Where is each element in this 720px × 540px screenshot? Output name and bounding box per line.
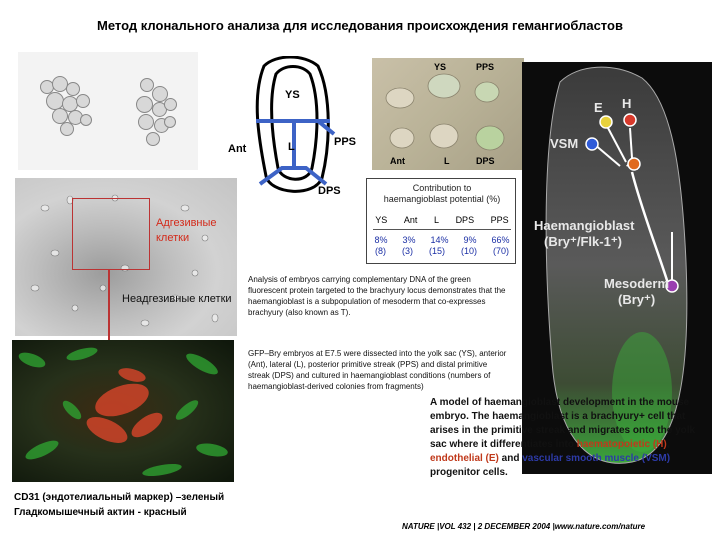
- table-header-row: [367, 215, 517, 226]
- cd31-caption-line2: Гладкомышечный актин - красный: [14, 507, 187, 518]
- contribution-table: [366, 178, 516, 264]
- page-title: Метод клонального анализа для исследования происхождения гемангиобластов: [97, 18, 623, 33]
- colony-label-l: L: [444, 156, 450, 166]
- cd31-fluorescence-image: [12, 340, 234, 482]
- table-count-cell: (8): [374, 246, 386, 256]
- cd31-caption: [14, 490, 224, 520]
- region-highlight-box: [72, 198, 150, 270]
- model-caption-and: and: [498, 453, 523, 464]
- model-caption: [430, 396, 712, 480]
- table-title: [367, 183, 517, 205]
- schematic-label-l: L: [288, 141, 295, 153]
- schematic-label-ys: YS: [285, 89, 300, 101]
- model-caption-endothelial: endothelial (E): [430, 453, 499, 464]
- schematic-label-pps: PPS: [334, 136, 357, 148]
- haemangioblast-dot: [628, 158, 640, 170]
- embryo-label-haemangioblast: Haemangioblast: [534, 218, 635, 233]
- table-percent-cell: 14%: [430, 235, 449, 245]
- table-count-cell: (15): [428, 246, 445, 256]
- schematic-label-ant: Ant: [228, 143, 247, 155]
- citation: NATURE |VOL 432 | 2 DECEMBER 2004 |www.nature.com/nature: [402, 522, 646, 531]
- schematic-label-dps: DPS: [318, 185, 341, 197]
- adhesive-cells-label: Адгезивные клетки: [156, 217, 217, 244]
- embryo-label-haemangioblast-markers: (Bry⁺/Flk-1⁺): [544, 234, 623, 249]
- table-percent-cell: 9%: [463, 235, 477, 245]
- colony-label-ant: Ant: [390, 156, 405, 166]
- table-count-cell: (3): [401, 246, 413, 256]
- fluorescence-texture: [12, 340, 234, 482]
- table-percent-cell: 3%: [402, 235, 416, 245]
- table-count-cell: (10): [460, 246, 477, 256]
- table-header-cell: YS: [375, 215, 388, 225]
- table-header-cell: DPS: [455, 215, 475, 225]
- haematopoietic-progenitor-dot: [624, 114, 636, 126]
- cell-cluster-micrograph: [18, 52, 198, 170]
- model-caption-text: A model of haemangioblast development in the mouse embryo. The haemangioblast is a brachyury+ cell that arises in the primitive streak and migrates onto the yolk sac where it differentiates into: [430, 397, 696, 450]
- gfp-paragraph: GFP–Bry embryos at E7.5 were dissected into the yolk sac (YS), anterior (Ant), lateral (L), posterior primitive streak (PPS) and distal primitive streak (DPS) and cultured in haemangioblast conditions (numbers of haemangioblast-derived colonies from fragments): [248, 349, 507, 391]
- table-header-cell: L: [433, 215, 439, 225]
- table-title-line1: Contribution to: [412, 183, 472, 193]
- cd31-caption-line1: CD31 (эндотелиальный маркер) –зеленый: [14, 492, 225, 503]
- table-count-row: [367, 246, 517, 257]
- nonadhesive-cells-label: Неадгезивные клетки: [122, 293, 232, 305]
- table-header-cell: Ant: [403, 215, 418, 225]
- embryo-label-e: E: [594, 100, 603, 115]
- embryo-label-mesoderm-marker: (Bry⁺): [618, 292, 656, 307]
- colony-photo: [372, 58, 524, 170]
- colony-label-ys: YS: [434, 62, 447, 72]
- table-header-cell: PPS: [490, 215, 509, 225]
- colony-label-dps: DPS: [476, 156, 495, 166]
- model-caption-vascular: vascular smooth muscle (VSM): [522, 453, 671, 464]
- embryo-label-h: H: [622, 96, 632, 111]
- table-percent-row: [367, 235, 517, 246]
- embryo-label-mesoderm: Mesoderm: [604, 276, 670, 291]
- embryo-label-vsm: VSM: [550, 136, 579, 151]
- table-percent-cell: 8%: [374, 235, 388, 245]
- table-percent-cell: 66%: [491, 235, 510, 245]
- table-count-cell: (70): [492, 246, 509, 256]
- model-caption-separator: ,: [666, 439, 670, 450]
- colony-label-pps: PPS: [476, 62, 495, 72]
- table-divider: [373, 229, 511, 230]
- table-title-line2: haemangioblast potential (%): [383, 194, 501, 204]
- endothelial-progenitor-dot: [600, 116, 612, 128]
- model-caption-haematopoietic: haematopoietic (H): [576, 439, 667, 450]
- embryo-schematic: [222, 56, 367, 206]
- colony-texture: [372, 58, 524, 170]
- analysis-paragraph: Analysis of embryos carrying complementary DNA of the green fluorescent protein targeted to the brachyury locus demonstrates that the haemangioblast is a subpopulation of mesoderm that co-expresses brachyury (also known as T).: [248, 275, 506, 317]
- vsm-progenitor-dot: [586, 138, 598, 150]
- model-caption-end: progenitor cells.: [430, 467, 508, 478]
